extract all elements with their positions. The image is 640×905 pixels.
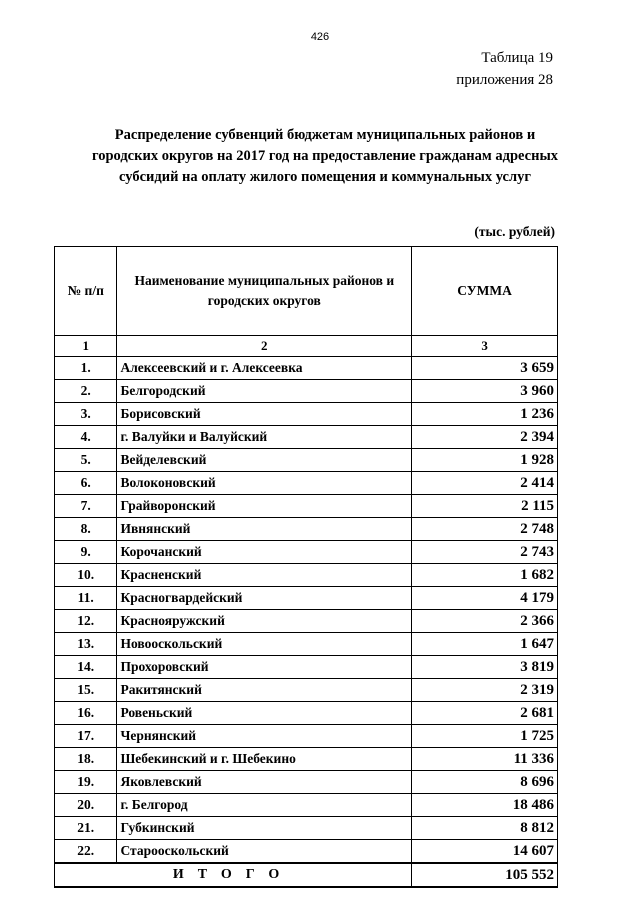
row-name: Старооскольский — [117, 840, 412, 864]
table-row — [55, 587, 558, 610]
row-sum: 1 928 — [412, 449, 558, 472]
total-label: ИТОГО — [55, 863, 412, 887]
row-name: Краснояружский — [117, 610, 412, 633]
row-sum: 2 115 — [412, 495, 558, 518]
header-number: № п/п — [55, 247, 117, 336]
row-sum: 8 812 — [412, 817, 558, 840]
table-row — [55, 518, 558, 541]
row-sum: 3 960 — [412, 380, 558, 403]
row-sum: 18 486 — [412, 794, 558, 817]
row-number: 12. — [55, 610, 117, 633]
table-row — [55, 656, 558, 679]
row-sum: 2 366 — [412, 610, 558, 633]
row-number: 9. — [55, 541, 117, 564]
table-row — [55, 702, 558, 725]
table-row — [55, 495, 558, 518]
row-number: 5. — [55, 449, 117, 472]
row-number: 15. — [55, 679, 117, 702]
row-number: 10. — [55, 564, 117, 587]
table-row — [55, 564, 558, 587]
row-name: Красногвардейский — [117, 587, 412, 610]
row-number: 19. — [55, 771, 117, 794]
row-sum: 1 647 — [412, 633, 558, 656]
row-number: 17. — [55, 725, 117, 748]
row-name: Яковлевский — [117, 771, 412, 794]
row-number: 2. — [55, 380, 117, 403]
row-sum: 2 319 — [412, 679, 558, 702]
row-sum: 2 681 — [412, 702, 558, 725]
row-sum: 3 659 — [412, 357, 558, 380]
row-number: 11. — [55, 587, 117, 610]
title-line1: Распределение субвенций бюджетам муниципальных районов и — [114, 127, 536, 143]
table-row — [55, 610, 558, 633]
row-number: 21. — [55, 817, 117, 840]
row-number: 20. — [55, 794, 117, 817]
row-number: 18. — [55, 748, 117, 771]
row-sum: 3 819 — [412, 656, 558, 679]
units-label: (тыс. рублей) — [474, 224, 555, 239]
total-sum: 105 552 — [412, 863, 558, 887]
header-sum: СУММА — [412, 247, 558, 336]
table-row — [55, 357, 558, 380]
row-number: 13. — [55, 633, 117, 656]
row-name: г. Белгород — [117, 794, 412, 817]
row-name: Новооскольский — [117, 633, 412, 656]
row-name: Вейделевский — [117, 449, 412, 472]
row-sum: 1 725 — [412, 725, 558, 748]
row-name: Белгородский — [117, 380, 412, 403]
row-name: Прохоровский — [117, 656, 412, 679]
row-name: Ровеньский — [117, 702, 412, 725]
table-row — [55, 426, 558, 449]
table-row — [55, 633, 558, 656]
column-index: 1 — [55, 336, 117, 357]
table-row — [55, 472, 558, 495]
header-name: Наименование муниципальных районов и городских округов — [117, 247, 412, 336]
column-index: 2 — [117, 336, 412, 357]
row-sum: 2 743 — [412, 541, 558, 564]
subvention-table — [54, 246, 558, 888]
column-index: 3 — [412, 336, 558, 357]
row-name: Ивнянский — [117, 518, 412, 541]
row-number: 14. — [55, 656, 117, 679]
row-number: 22. — [55, 840, 117, 864]
table-reference — [456, 47, 553, 91]
row-name: Губкинский — [117, 817, 412, 840]
table-row — [55, 403, 558, 426]
row-number: 4. — [55, 426, 117, 449]
table-row — [55, 380, 558, 403]
row-number: 16. — [55, 702, 117, 725]
row-name: Волоконовский — [117, 472, 412, 495]
table-row — [55, 679, 558, 702]
page-number: 426 — [310, 31, 330, 43]
row-sum: 8 696 — [412, 771, 558, 794]
row-number: 3. — [55, 403, 117, 426]
row-name: Красненский — [117, 564, 412, 587]
row-sum: 1 236 — [412, 403, 558, 426]
row-name: Борисовский — [117, 403, 412, 426]
row-name: Корочанский — [117, 541, 412, 564]
table-reference-line2: приложения 28 — [456, 72, 553, 88]
table-row — [55, 794, 558, 817]
row-sum: 2 748 — [412, 518, 558, 541]
table-row — [55, 449, 558, 472]
document-title — [60, 125, 590, 188]
title-line3: субсидий на оплату жилого помещения и коммунальных услуг — [119, 169, 531, 185]
table-row — [55, 541, 558, 564]
table-row — [55, 748, 558, 771]
table-reference-line1: Таблица 19 — [481, 50, 553, 66]
title-line2: городских округов на 2017 год на предоставление гражданам адресных — [91, 148, 559, 164]
row-sum: 4 179 — [412, 587, 558, 610]
table-row — [55, 817, 558, 840]
row-number: 8. — [55, 518, 117, 541]
row-number: 1. — [55, 357, 117, 380]
row-number: 7. — [55, 495, 117, 518]
row-sum: 14 607 — [412, 840, 558, 864]
row-sum: 2 414 — [412, 472, 558, 495]
row-number: 6. — [55, 472, 117, 495]
table-header-row — [55, 247, 558, 336]
table-row — [55, 725, 558, 748]
row-name: Грайворонский — [117, 495, 412, 518]
total-row — [55, 863, 558, 887]
row-name: Шебекинский и г. Шебекино — [117, 748, 412, 771]
row-name: г. Валуйки и Валуйский — [117, 426, 412, 449]
table-row — [55, 840, 558, 864]
row-name: Алексеевский и г. Алексеевка — [117, 357, 412, 380]
column-index-row — [55, 336, 558, 357]
row-name: Ракитянский — [117, 679, 412, 702]
row-sum: 1 682 — [412, 564, 558, 587]
row-name: Чернянский — [117, 725, 412, 748]
row-sum: 2 394 — [412, 426, 558, 449]
table-row — [55, 771, 558, 794]
row-sum: 11 336 — [412, 748, 558, 771]
